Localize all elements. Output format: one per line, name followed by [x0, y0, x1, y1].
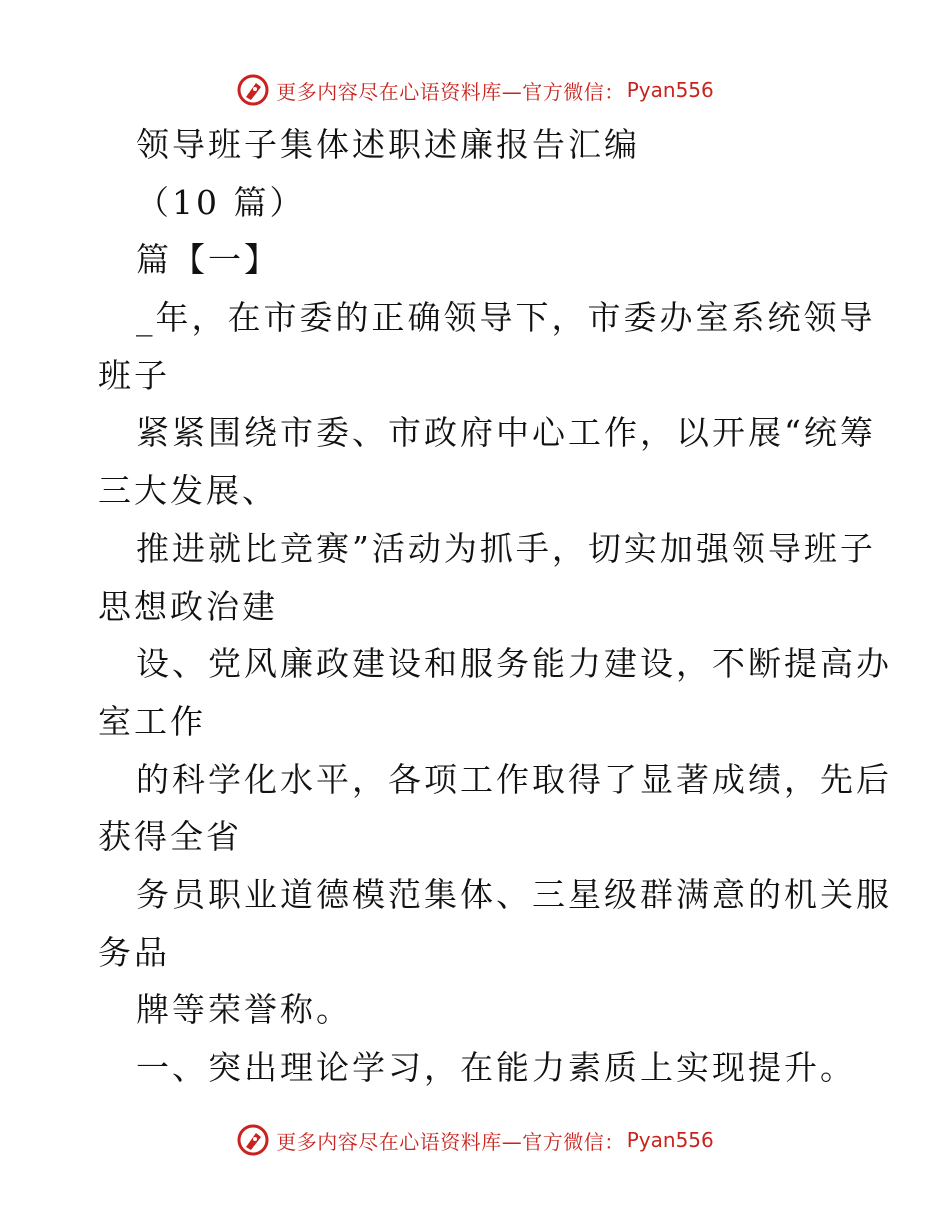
- paragraph-line: 获得全省: [98, 817, 242, 857]
- watermark-text: 更多内容尽在心语资料库—官方微信：: [276, 79, 625, 104]
- paragraph-line: 务品: [98, 932, 170, 972]
- paragraph-line: 推进就比竞赛”活动为抓手，切实加强领导班子: [136, 528, 876, 568]
- section-heading: 篇【一】: [136, 240, 280, 280]
- watermark-header: [0, 70, 950, 110]
- paragraph-line: 的科学化水平，各项工作取得了显著成绩，先后: [136, 759, 892, 799]
- paragraph-line: 室工作: [98, 701, 206, 741]
- document-subtitle: （10 篇）: [136, 182, 306, 222]
- pen-nib-logo-icon: [236, 1123, 270, 1157]
- paragraph-line: 思想政治建: [98, 586, 278, 626]
- pen-nib-logo-icon: [236, 73, 270, 107]
- paragraph-line: 班子: [98, 355, 170, 395]
- paragraph-line: 务员职业道德模范集体、三星级群满意的机关服: [136, 874, 892, 914]
- paragraph-line: 三大发展、: [98, 471, 278, 511]
- section-point-heading: 一、突出理论学习，在能力素质上实现提升。: [136, 1048, 856, 1087]
- paragraph-line: 紧紧围绕市委、市政府中心工作，以开展“统筹: [136, 413, 876, 453]
- document-title: 领导班子集体述职述廉报告汇编: [136, 125, 640, 164]
- paragraph-line: _年，在市委的正确领导下，市委办室系统领导: [136, 298, 876, 338]
- paragraph-line: 牌等荣誉称。: [136, 990, 352, 1030]
- document-body: [98, 116, 892, 1097]
- paragraph-line: 设、党风廉政建设和服务能力建设，不断提高办: [136, 644, 892, 684]
- watermark-footer: [0, 1120, 950, 1160]
- watermark-text: 更多内容尽在心语资料库—官方微信：: [276, 1129, 625, 1154]
- watermark-wechat-id: Pyan556: [626, 78, 714, 102]
- watermark-wechat-id: Pyan556: [626, 1128, 714, 1152]
